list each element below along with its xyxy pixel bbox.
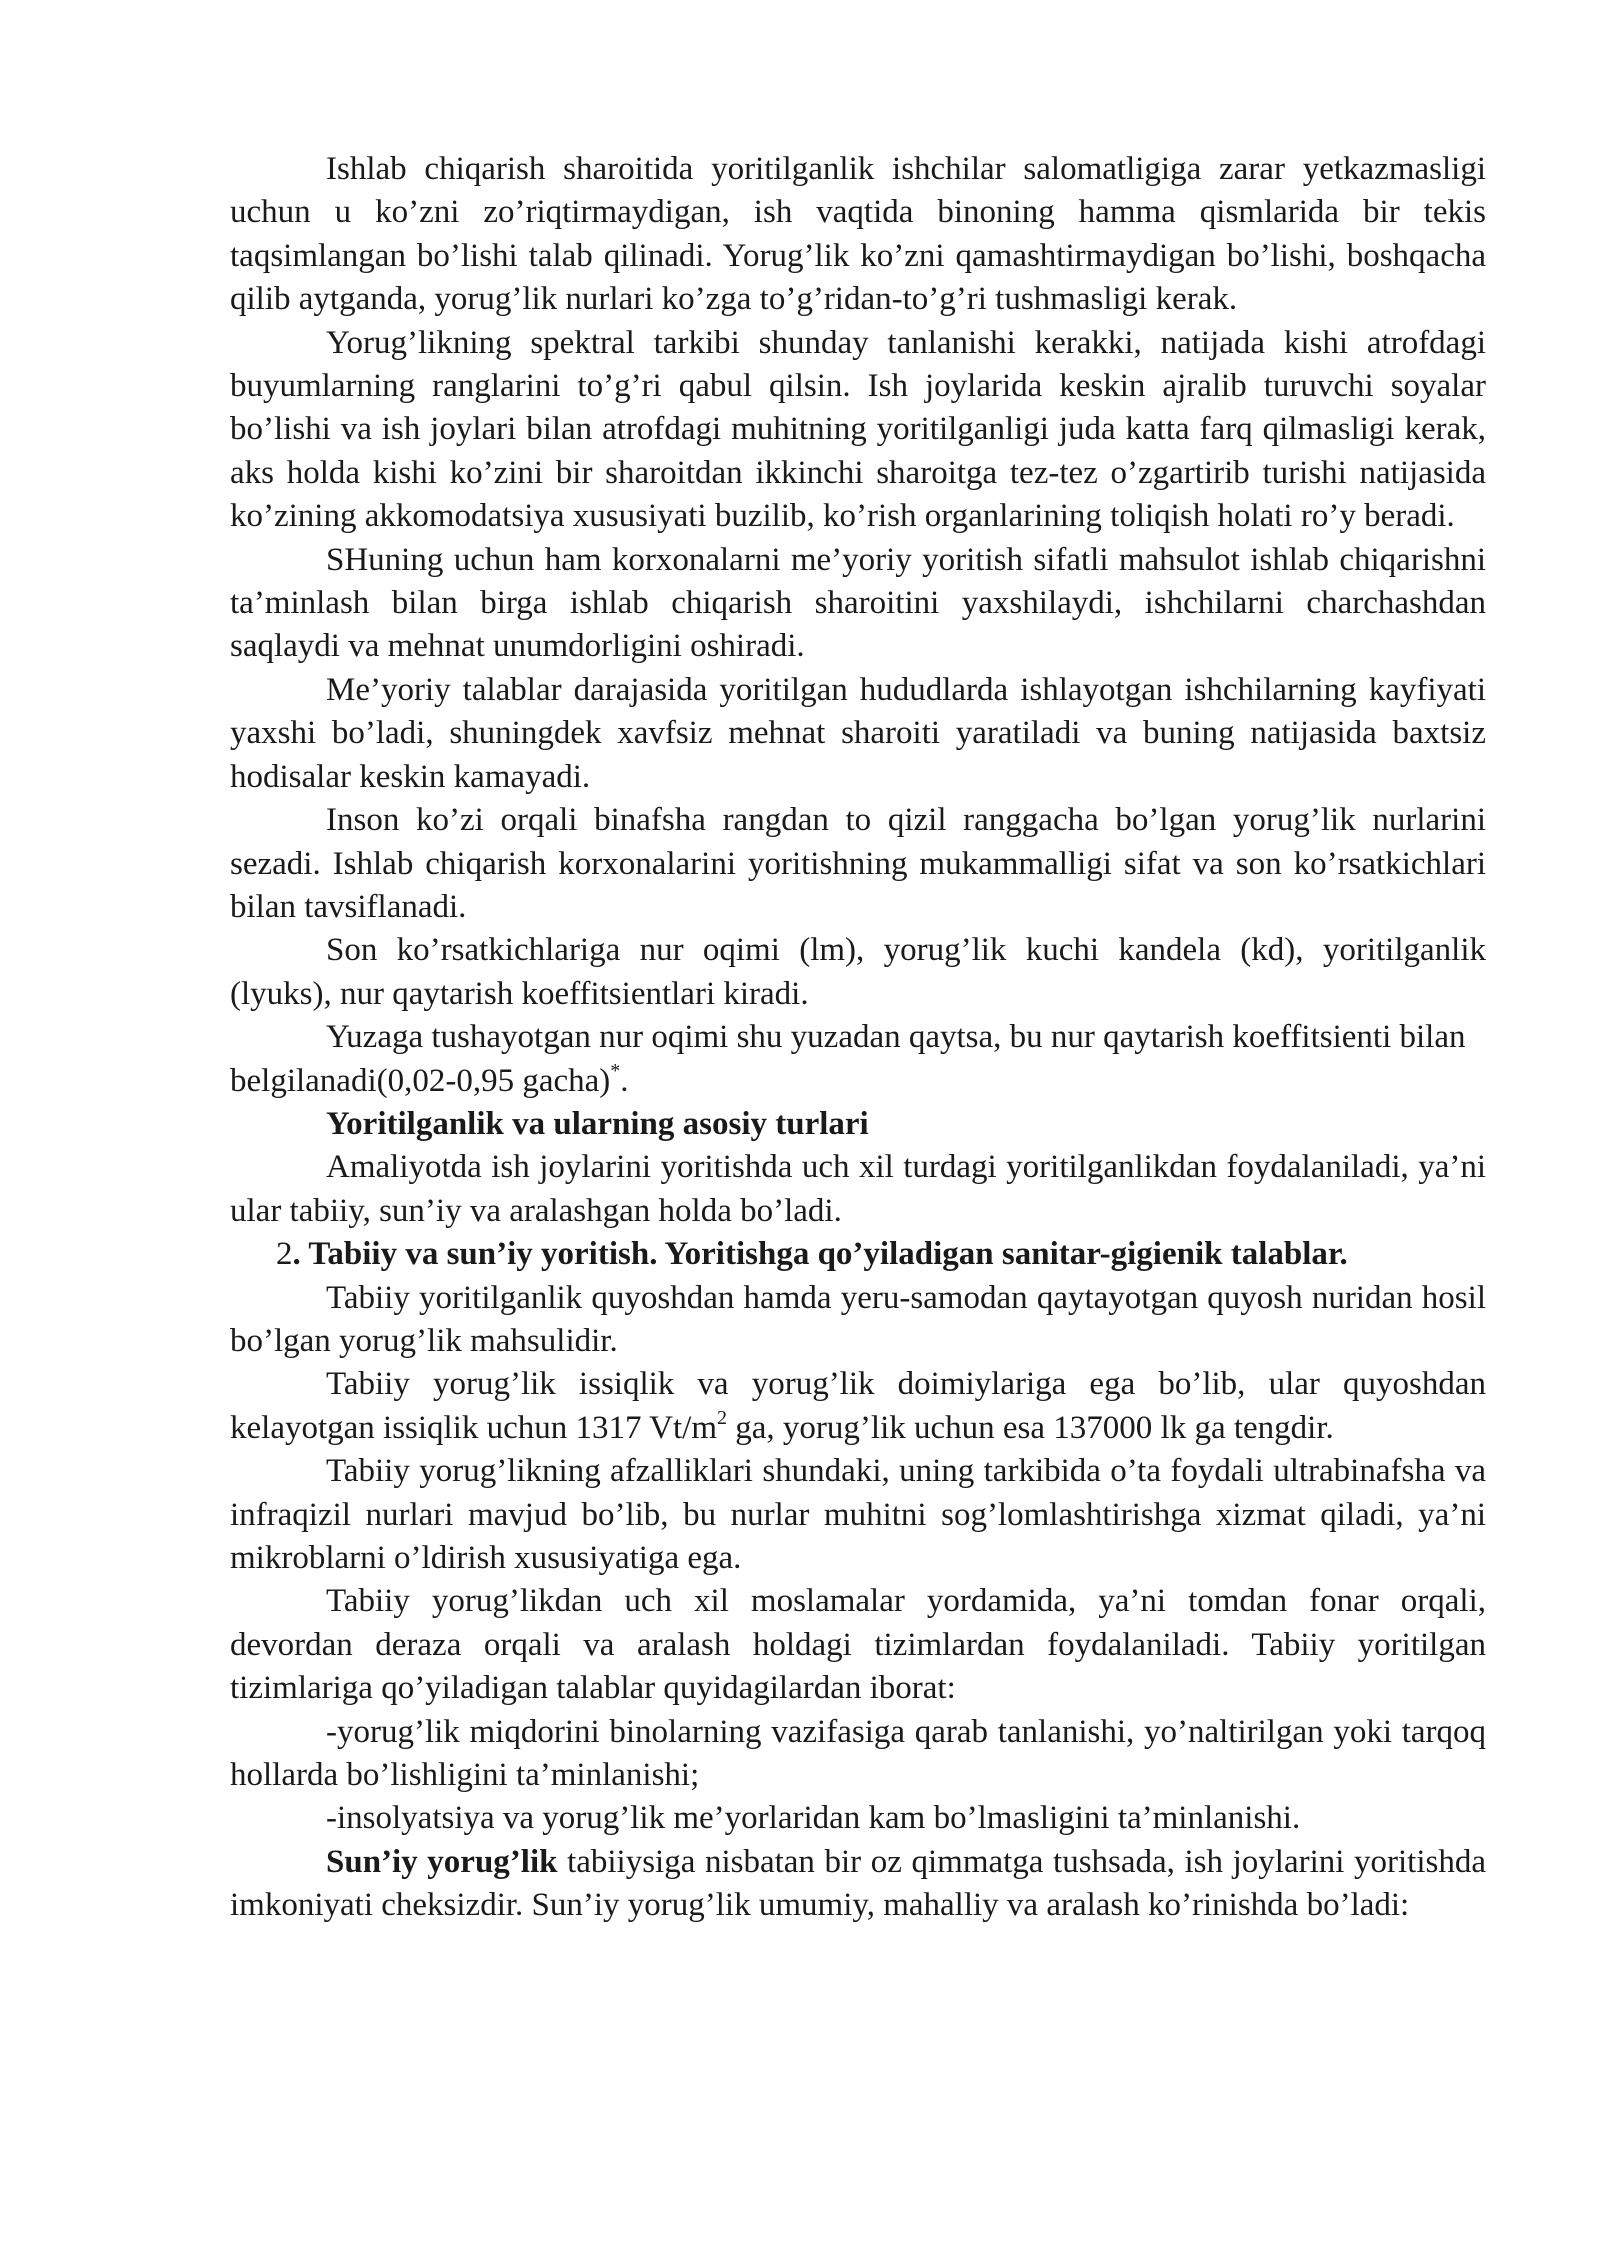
reflection-text: Yuzaga tushayotgan nur oqimi shu yuzadan qaytsa, bu nur qaytarish koeffitsienti bilan belgilanadi(0,02-0,95 gacha): [230, 1019, 1466, 1099]
paragraph-natural-advantages: Tabiiy yorug’likning afzalliklari shundaki, uning tarkibida o’ta foydali ultrabinafsha va infraqizil nurlari mavjud bo’lib, bu nurlar muhitni sog’lomlashtirishga xizmat qiladi, ya’ni mikroblarni o’ldirish xususiyatiga ega.: [230, 1453, 1486, 1576]
constants-text-a: Tabiiy yorug’lik issiqlik va yorug’lik doimiylariga ega bo’lib, ular quyoshdan kelayotgan issiqlik uchun 1317 Vt/m: [230, 1366, 1486, 1446]
paragraph-normative-lighting: SHuning uchun ham korxonalarni me’yoriy yoritish sifatli mahsulot ishlab chiqarishni ta’minlash bilan birga ishlab chiqarish sharoitini yaxshilaydi, ishchilarni charchashdan saqlaydi va mehnat unumdorligini oshiradi.: [230, 541, 1486, 665]
section-heading-natural-artificial: [230, 1233, 1486, 1276]
reflection-period: .: [620, 1062, 629, 1099]
paragraph-worker-mood: Me’yoriy talablar darajasida yoritilgan hududlarda ishlayotgan ishchilarning kayfiyati yaxshi bo’ladi, shuningdek xavfsiz mehnat sharoiti yaratiladi va buning natijasida baxtsiz hodisalar keskin kamayadi.: [230, 671, 1486, 795]
paragraph-three-types: Amaliyotda ish joylarini yoritishda uch xil turdagi yoritilganlikdan foydalaniladi, ya’ni ular tabiiy, sun’iy va aralashgan holda bo’ladi.: [230, 1149, 1486, 1229]
superscript-two: 2: [717, 1406, 728, 1429]
document-page: [230, 148, 1486, 1928]
footnote-marker: *: [610, 1059, 621, 1082]
paragraph-reflection-coefficient: [230, 1016, 1486, 1103]
paragraph-spectral-composition: Yorug’likning spektral tarkibi shunday tanlanishi kerakki, natijada kishi atrofdagi buyumlarning ranglarini to’g’ri qabul qilsin. Ish joylarida keskin ajralib turuvchi soyalar bo’lishi va ish joylari bilan atrofdagi muhitning yoritilganligi juda katta farq qilmasligi kerak, aks holda kishi ko’zini bir sharoitdan ikkinchi sharoitga tez-tez o’zgartirib turishi natijasida ko’zining akkomodatsiya xususiyati buzilib, ko’rish organlarining toliqish holati ro’y beradi.: [230, 324, 1486, 535]
paragraph-quantitative-indicators: Son ko’rsatkichlariga nur oqimi (lm), yorug’lik kuchi kandela (kd), yoritilganlik (lyuks), nur qaytarish koeffitsientlari kiradi.: [230, 932, 1486, 1012]
paragraph-natural-devices: Tabiiy yorug’likdan uch xil moslamalar yordamida, ya’ni tomdan fonar orqali, devordan deraza orqali va aralash holdagi tizimlardan foydalaniladi. Tabiiy yoritilgan tizimlariga qo’yiladigan talablar quyidagilardan iborat:: [230, 1583, 1486, 1707]
paragraph-lighting-requirements: Ishlab chiqarish sharoitida yoritilganlik ishchilar salomatligiga zarar yetkazmasligi uchun u ko’zni zo’riqtirmaydigan, ish vaqtida binoning hamma qismlarida bir tekis taqsimlangan bo’lishi talab qilinadi. Yorug’lik ko’zni qamashtirmaydigan bo’lishi, boshqacha qilib aytganda, yorug’lik nurlari ko’zga to’g’ridan-to’g’ri tushmasligi kerak.: [230, 151, 1486, 318]
section-title: . Tabiiy va sun’iy yoritish. Yoritishga qo’yiladigan sanitar-gigienik talablar.: [292, 1236, 1348, 1273]
artificial-lighting-term: Sun’iy yorug’lik: [326, 1843, 558, 1880]
heading-lighting-types: Yoritilganlik va ularning asosiy turlari: [326, 1105, 869, 1142]
paragraph-requirement-two: -insolyatsiya va yorug’lik me’yorlaridan kam bo’lmasligini ta’minlanishi.: [326, 1800, 1301, 1837]
paragraph-human-eye: Inson ko’zi orqali binafsha rangdan to qizil ranggacha bo’lgan yorug’lik nurlarini sezadi. Ishlab chiqarish korxonalarini yoritishning mukammalligi sifat va son ko’rsatkichlari bilan tavsiflanadi.: [230, 802, 1486, 925]
paragraph-requirement-one: -yorug’lik miqdorini binolarning vazifasiga qarab tanlanishi, yo’naltirilgan yoki tarqoq hollarda bo’lishligini ta’minlanishi;: [230, 1713, 1486, 1794]
paragraph-natural-lighting: Tabiiy yoritilganlik quyoshdan hamda yeru-samodan qaytayotgan quyosh nuridan hosil bo’lgan yorug’lik mahsulidir.: [230, 1279, 1486, 1359]
paragraph-artificial-lighting: [230, 1841, 1486, 1928]
section-number: 2: [276, 1236, 293, 1273]
artificial-lighting-text: tabiiysiga nisbatan bir oz qimmatga tushsada, ish joylarini yoritishda imkoniyati cheksizdir. Sun’iy yorug’lik umumiy, mahalliy va aralash ko’rinishda bo’ladi:: [230, 1843, 1486, 1924]
paragraph-natural-constants: [230, 1363, 1486, 1450]
constants-text-b: ga, yorug’lik uchun esa 137000 lk ga tengdir.: [727, 1409, 1334, 1446]
